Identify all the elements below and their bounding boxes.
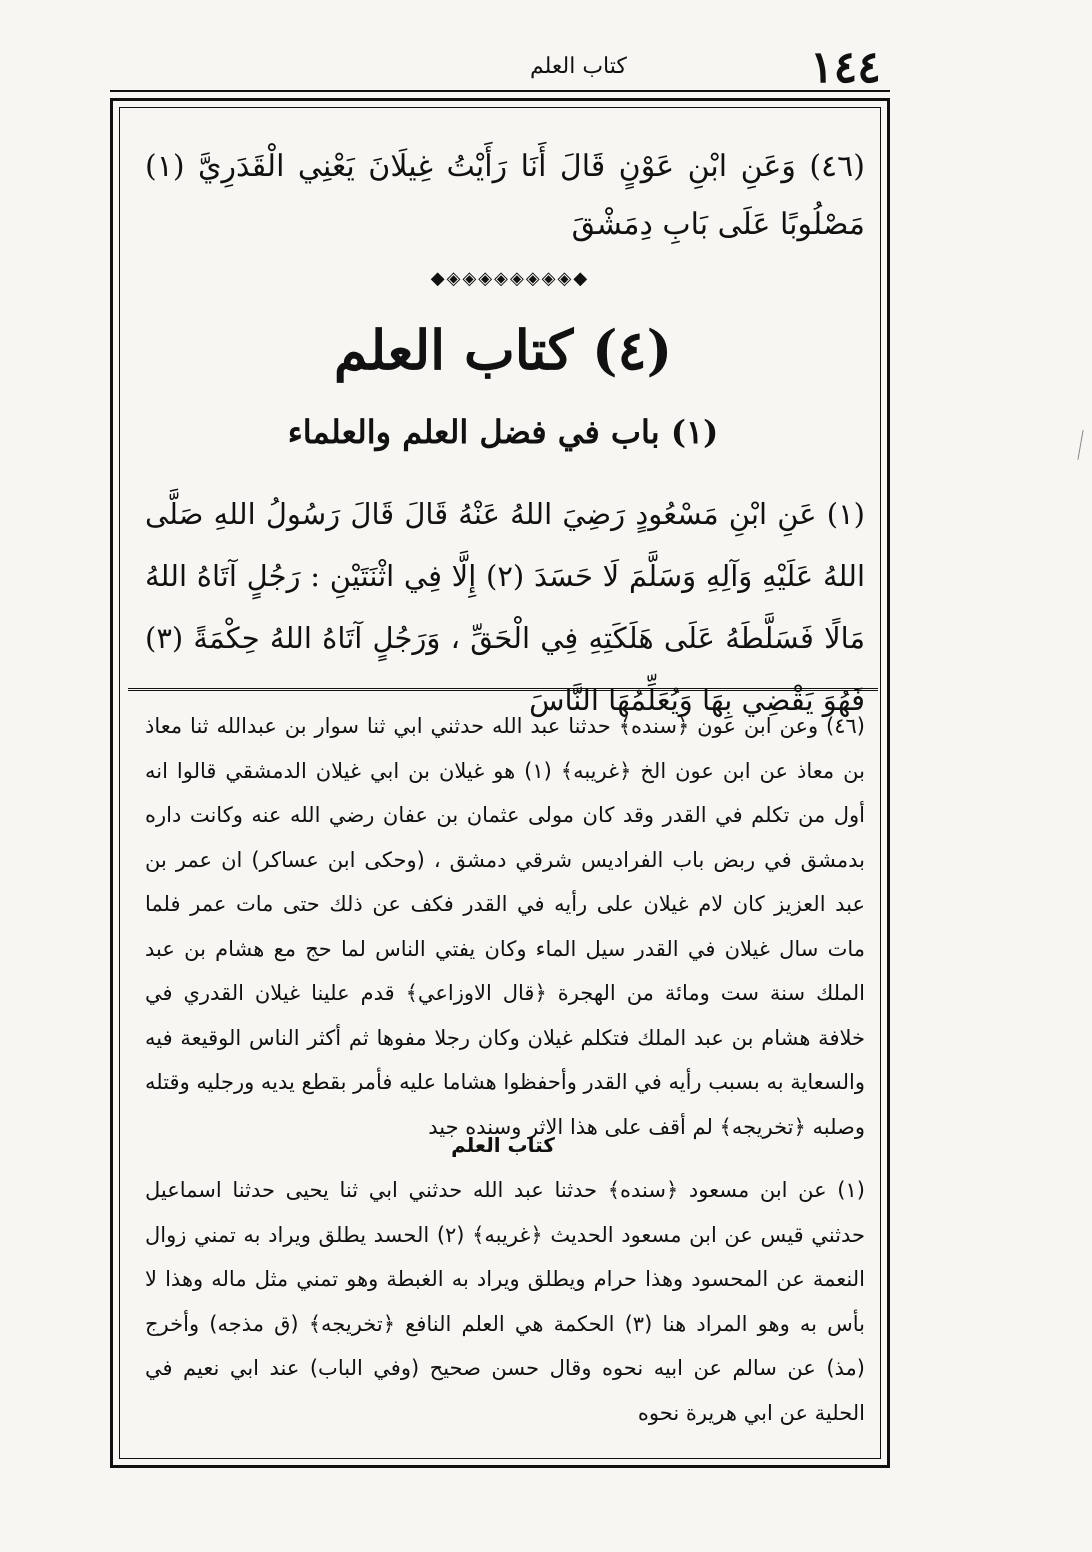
book-title: (٤) كتاب العلم xyxy=(333,318,673,382)
chapter-title: (١) باب في فضل العلم والعلماء xyxy=(287,413,719,451)
commentary-46: (٤٦) وعن ابن عون ﴿سنده﴾ حدثنا عبد الله حدثني ابي ثنا سوار بن عبدالله ثنا معاذ بن معاذ عن ابن عون الخ ﴿غريبه﴾ (١) هو غيلان بن ابي غيلان الدمشقي قالوا انه أول من تكلم في القدر وقد كان مولى عثمان بن عفان رضي الله عنه وكانت داره بدمشق في ربض باب الفراديس شرقي دمشق ، (وحكى ابن عساكر) ان عمر بن عبد العزيز كان لام غيلان على رأيه في القدر فكف عن ذلك حتى مات عمر فلما مات سال غيلان في القدر سيل الماء وكان يفتي الناس لما حج مع هشام بن عبد الملك سنة ست ومائة من الهجرة ﴿قال الاوزاعي﴾ قدم علينا غيلان القدري في خلافة هشام بن عبد الملك فتكلم غيلان وكان رجلا مفوها ثم أكثر الناس الوقيعة فيه والسعاية به بسبب رأيه في القدر وأحفظوا هشاما عليه فأمر بقطع يديه ورجليه وقتله وصلبه ﴿تخريجه﴾ لم أقف على هذا الاثر وسنده جيد xyxy=(145,714,865,1139)
page-number: ١٤٤ xyxy=(810,42,881,93)
running-title: كتاب العلم xyxy=(530,54,627,79)
commentary-subheading: كتاب العلم xyxy=(451,1133,555,1157)
margin-mark xyxy=(1077,430,1084,460)
page-frame-inner xyxy=(119,107,881,1459)
section-divider xyxy=(128,688,878,691)
commentary-1: (١) عن ابن مسعود ﴿سنده﴾ حدثنا عبد الله حدثني ابي ثنا يحيى حدثنا اسماعيل حدثني قيس عن ابن مسعود الحديث ﴿غريبه﴾ (٢) الحسد يطلق ويراد به تمني زوال النعمة عن المحسود وهذا حرام ويطلق ويراد به الغبطة وهو تمني مثل ماله وهذا لا بأس به وهو المراد هنا (٣) الحكمة هي العلم النافع ﴿تخريجه﴾ (ق مذجه) وأخرج (مذ) عن سالم عن ابيه نحوه وقال حسن صحيح (وفي الباب) عند ابي نعيم في الحلية عن ابي هريرة نحوه xyxy=(145,1178,866,1425)
page-frame xyxy=(110,98,890,1468)
ornament-divider: ◆◈◈◈◈◈◈◈◈◆ xyxy=(430,268,590,289)
page-header xyxy=(110,42,890,92)
hadith-46-text: (٤٦) وَعَنِ ابْنِ عَوْنٍ قَالَ أَنَا رَأَيْتُ غِيلَانَ يَعْنِي الْقَدَرِيَّ (١) مَصْلُوبًا عَلَى بَابِ دِمَشْقَ xyxy=(145,149,865,242)
header-rule xyxy=(110,90,890,92)
hadith-1-text: (١) عَنِ ابْنِ مَسْعُودٍ رَضِيَ اللهُ عَنْهُ قَالَ قَالَ رَسُولُ اللهِ صَلَّى اللهُ عَلَيْهِ وَآلِهِ وَسَلَّمَ لَا حَسَدَ (٢) إِلَّا فِي اثْنَتَيْنِ : رَجُلٍ آتَاهُ اللهُ مَالًا فَسَلَّطَهُ عَلَى هَلَكَتِهِ فِي الْحَقِّ ، وَرَجُلٍ آتَاهُ اللهُ حِكْمَةً (٣) فَهُوَ يَقْضِي بِهَا وَيُعَلِّمُهَا النَّاسَ xyxy=(145,497,866,717)
